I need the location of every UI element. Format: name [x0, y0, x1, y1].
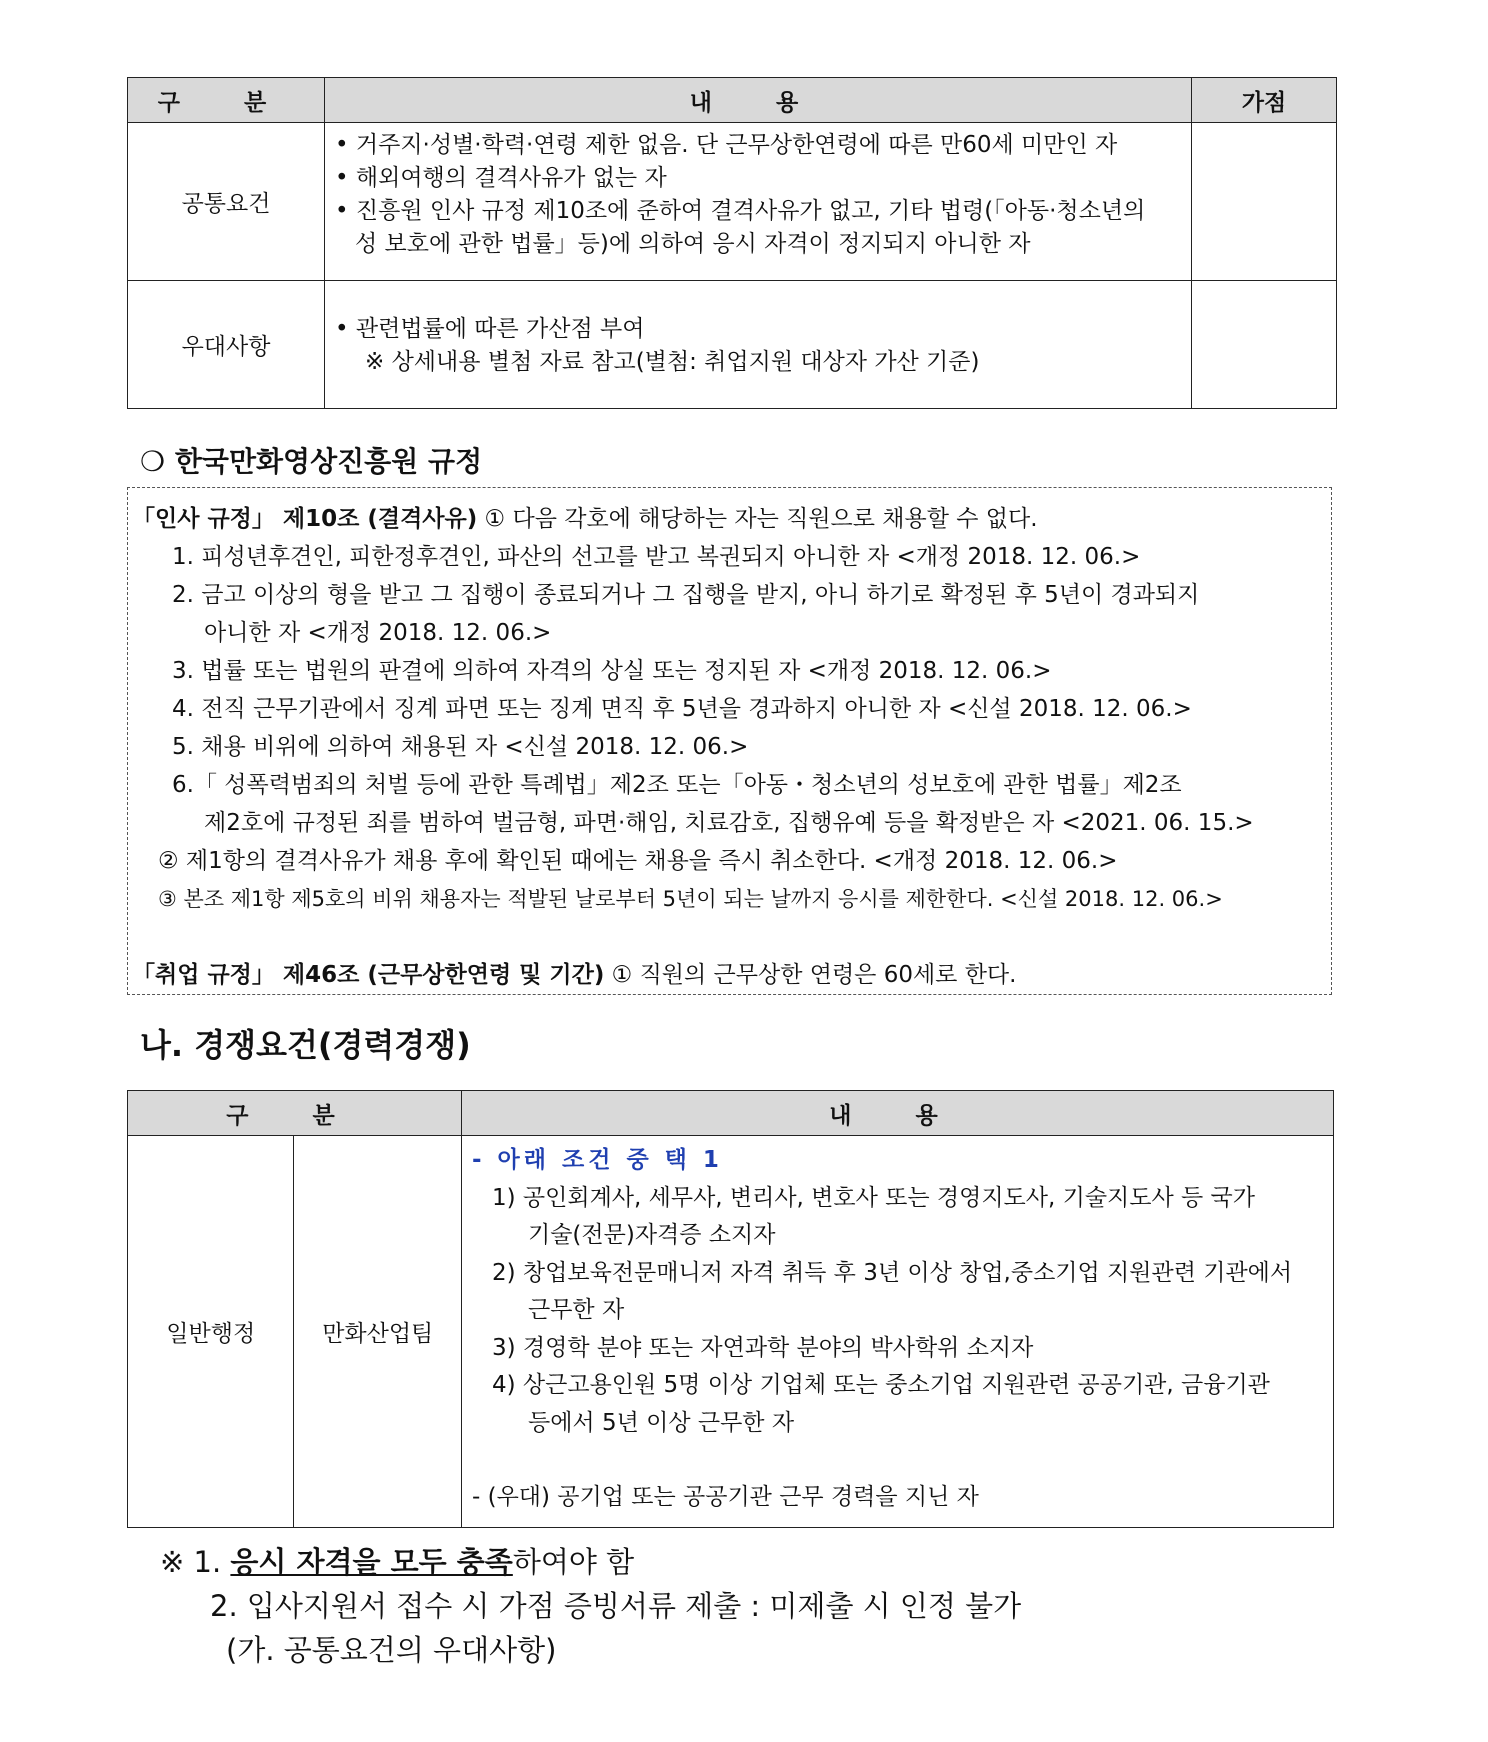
competition-table	[127, 1090, 1334, 1528]
content-cell	[462, 1136, 1334, 1528]
list-item: • 진흥원 인사 규정 제10조에 준하여 결격사유가 없고, 기타 법령(「아동·청소년의	[335, 195, 1187, 228]
team-cell: 만화산업팀	[294, 1136, 462, 1528]
requirements-table	[127, 77, 1337, 409]
condition-item-continuation: 기술(전문)자격증 소지자	[528, 1222, 776, 1248]
regulation-item: 1. 피성년후견인, 피한정후견인, 파산의 선고를 받고 복권되지 아니한 자 <개정 2018. 12. 06.>	[172, 544, 1141, 570]
list-item: • 거주지·성별·학력·연령 제한 없음. 단 근무상한연령에 따른 만60세 미만인 자	[335, 129, 1187, 162]
regulation-item: 4. 전직 근무기관에서 징계 파면 또는 징계 면직 후 5년을 경과하지 아니한 자 <신설 2018. 12. 06.>	[172, 696, 1192, 722]
notes	[160, 1540, 1021, 1672]
regulation-clause: ③ 본조 제1항 제5호의 비위 채용자는 적발된 날로부터 5년이 되는 날까지 응시를 제한한다. <신설 2018. 12. 06.>	[158, 887, 1223, 911]
note-1-suffix: 하여야 함	[512, 1545, 635, 1579]
regulation-item: 5. 채용 비위에 의하여 채용된 자 <신설 2018. 12. 06.>	[172, 734, 749, 760]
condition-item: 4) 상근고용인원 5명 이상 기업체 또는 중소기업 지원관련 공공기관, 금융기관	[492, 1372, 1270, 1398]
list-item: • 해외여행의 결격사유가 없는 자	[335, 162, 1187, 195]
regulation-item-continuation: 제2호에 규정된 죄를 범하여 벌금형, 파면·해임, 치료감호, 집행유예 등을 확정받은 자 <2021. 06. 15.>	[204, 810, 1254, 836]
regulation-item: 3. 법률 또는 법원의 판결에 의하여 자격의 상실 또는 정지된 자 <개정 2018. 12. 06.>	[172, 658, 1052, 684]
row-content	[325, 281, 1192, 409]
article-10-line	[132, 500, 1327, 538]
article-10-heading: 「인사 규정」 제10조 (결격사유)	[132, 506, 478, 532]
header-points: 가점	[1192, 78, 1337, 123]
condition-item: 2) 창업보육전문매니저 자격 취득 후 3년 이상 창업,중소기업 지원관련 기관에서	[492, 1259, 1293, 1286]
list-item-note: ※ 상세내용 별첨 자료 참고(별첨: 취업지원 대상자 가산 기준)	[365, 349, 980, 375]
category-cell: 일반행정	[128, 1136, 294, 1528]
regulation-item: 2. 금고 이상의 형을 받고 그 집행이 종료되거나 그 집행을 받지, 아니 하기로 확정된 후 5년이 경과되지	[172, 582, 1200, 608]
row-label: 우대사항	[128, 281, 325, 409]
section-heading: 나. 경쟁요건(경력경쟁)	[140, 1026, 471, 1064]
note-2: 2. 입사지원서 접수 시 가점 증빙서류 제출 : 미제출 시 인정 불가	[210, 1589, 1022, 1623]
table-row	[128, 1136, 1334, 1528]
note-1-emphasis: 응시 자격을 모두 충족	[230, 1545, 513, 1579]
row-label: 공통요건	[128, 123, 325, 281]
table-row	[128, 123, 1337, 281]
article-10-intro: ① 다음 각호에 해당하는 자는 직원으로 채용할 수 없다.	[484, 506, 1038, 532]
regulation-item: 6.「 성폭력범죄의 처벌 등에 관한 특례법」제2조 또는「아동・청소년의 성보호에 관한 법률」제2조	[172, 772, 1182, 798]
condition-item-continuation: 등에서 5년 이상 근무한 자	[528, 1409, 795, 1436]
note-2-sub: (가. 공통요건의 우대사항)	[226, 1633, 557, 1667]
regulation-box	[127, 487, 1332, 995]
header-content: 내 용	[325, 78, 1192, 123]
condition-item-continuation: 근무한 자	[528, 1297, 625, 1323]
table-header-row	[128, 78, 1337, 123]
header-category: 구 분	[128, 78, 325, 123]
condition-item: 1) 공인회계사, 세무사, 변리사, 변호사 또는 경영지도사, 기술지도사 등 국가	[492, 1184, 1255, 1211]
note-1-prefix: ※ 1.	[160, 1545, 231, 1579]
preferred-condition: - (우대) 공기업 또는 공공기관 근무 경력을 지닌 자	[472, 1484, 979, 1510]
list-item-continuation: 성 보호에 관한 법률」등)에 의하여 응시 자격이 정지되지 아니한 자	[355, 231, 1031, 257]
table-header-row	[128, 1091, 1334, 1136]
row-content	[325, 123, 1192, 281]
header-category: 구 분	[128, 1091, 462, 1136]
condition-item: 3) 경영학 분야 또는 자연과학 분야의 박사학위 소지자	[492, 1334, 1034, 1361]
regulation-clause: ② 제1항의 결격사유가 채용 후에 확인된 때에는 채용을 즉시 취소한다. <개정 2018. 12. 06.>	[158, 848, 1118, 874]
table-row	[128, 281, 1337, 409]
section-heading: ❍ 한국만화영상진흥원 규정	[140, 445, 483, 478]
select-condition-label: - 아래 조건 중 택 1	[472, 1147, 723, 1173]
article-46-heading: 「취업 규정」 제46조 (근무상한연령 및 기간)	[132, 962, 605, 988]
list-item: • 관련법률에 따른 가산점 부여	[335, 313, 1187, 346]
note-1	[160, 1540, 1021, 1584]
row-points	[1192, 281, 1337, 409]
regulation-item-continuation: 아니한 자 <개정 2018. 12. 06.>	[204, 620, 552, 646]
header-content: 내 용	[462, 1091, 1334, 1136]
article-46-text: ① 직원의 근무상한 연령은 60세로 한다.	[611, 962, 1017, 988]
article-46-line	[132, 956, 1327, 994]
row-points	[1192, 123, 1337, 281]
